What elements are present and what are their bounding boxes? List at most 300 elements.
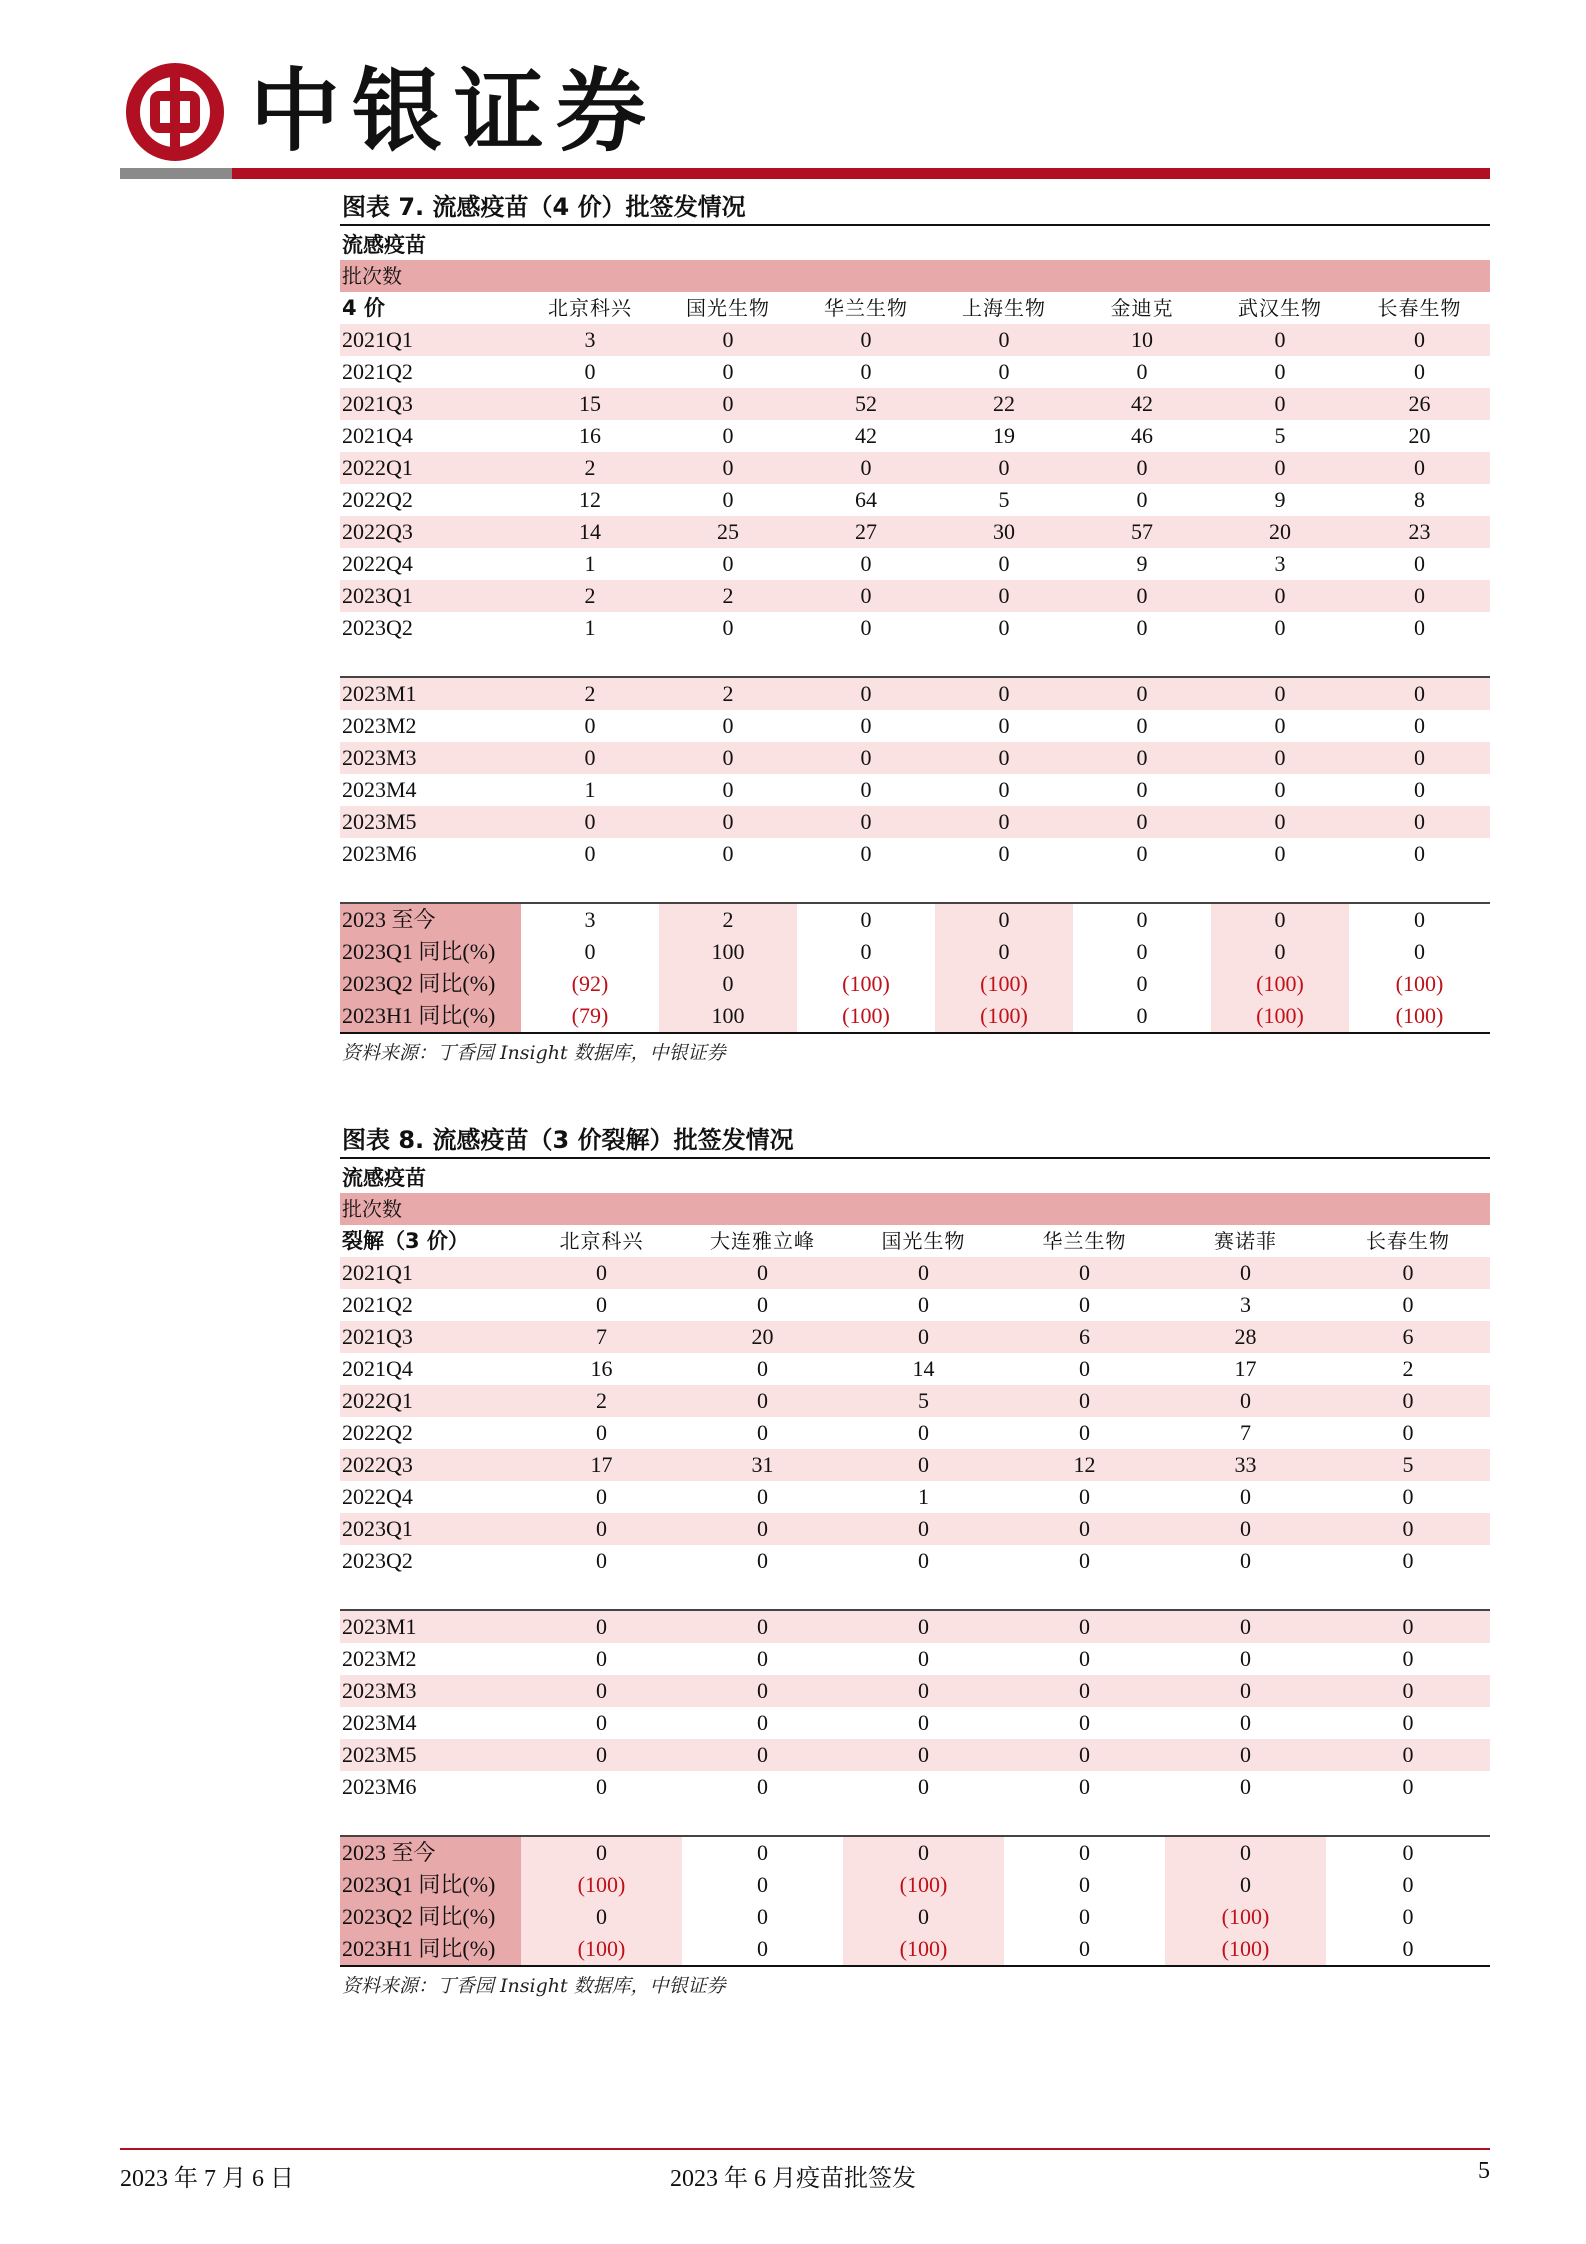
table-cell: 0 — [757, 1904, 768, 1929]
table-cell: 0 — [1079, 1388, 1090, 1413]
table-cell: 0 — [918, 1646, 929, 1671]
row-label: 2022Q4 — [342, 1484, 413, 1509]
table-cell: 0 — [596, 1646, 607, 1671]
table-cell: 0 — [1079, 1292, 1090, 1317]
table-cell: 0 — [860, 681, 872, 706]
table-cell: 46 — [1131, 423, 1153, 448]
table-cell: 0 — [596, 1420, 607, 1445]
table-cell: 9 — [1136, 551, 1148, 576]
column-header: 赛诺菲 — [1214, 1229, 1277, 1253]
table-cell: 0 — [722, 455, 734, 480]
table-cell: 0 — [1402, 1484, 1414, 1509]
table-row — [340, 1739, 1490, 1771]
table-cell: 0 — [860, 455, 872, 480]
table-cell: 0 — [1136, 841, 1148, 866]
table-cell: 0 — [722, 423, 734, 448]
table-cell: 0 — [1079, 1548, 1090, 1573]
table-row — [340, 1513, 1490, 1545]
table-cell: 0 — [1402, 1420, 1414, 1445]
table-cell: 0 — [1240, 1614, 1251, 1639]
table-row — [340, 1771, 1490, 1803]
table-cell: (100) — [521, 1869, 682, 1901]
footer-date: 2023 年 7 月 6 日 — [120, 2166, 294, 2192]
table-cell: 0 — [1136, 939, 1148, 964]
table-cell: 0 — [1274, 391, 1286, 416]
table-cell: 0 — [1079, 1484, 1090, 1509]
column-header: 大连雅立峰 — [710, 1229, 815, 1253]
table-cell: (100) — [842, 971, 890, 996]
table-row — [340, 324, 1490, 356]
table-row — [340, 838, 1490, 870]
table-cell: 0 — [1136, 455, 1148, 480]
table-cell: 16 — [579, 423, 601, 448]
table-cell: 0 — [1240, 1388, 1251, 1413]
table-cell: 0 — [757, 1356, 768, 1381]
row-label: 2023M2 — [342, 1646, 417, 1671]
category-label: 流感疫苗 — [342, 1166, 426, 1190]
table-cell: 0 — [1136, 745, 1148, 770]
table-cell: 0 — [722, 391, 734, 416]
table-cell: (92) — [571, 971, 609, 996]
table-cell: 0 — [918, 1516, 929, 1541]
table-row — [340, 1449, 1490, 1481]
table-row — [340, 676, 1490, 710]
table-cell: 0 — [722, 359, 734, 384]
spacer-row — [340, 1803, 1490, 1835]
table-cell: 0 — [860, 777, 872, 802]
row-label: 2022Q2 — [342, 487, 413, 512]
table-cell: 0 — [1240, 1260, 1251, 1285]
table-cell: 10 — [1131, 327, 1153, 352]
table-cell: 30 — [993, 519, 1015, 544]
table-cell: 0 — [1211, 936, 1349, 968]
table-cell: 0 — [1079, 1614, 1090, 1639]
table-cell: 0 — [1079, 1840, 1090, 1865]
table-cell: 0 — [1274, 327, 1286, 352]
column-header: 武汉生物 — [1238, 296, 1322, 320]
table-cell: 0 — [584, 809, 596, 834]
row-label: 2023H1 同比(%) — [340, 1933, 521, 1965]
table-cell: 0 — [659, 968, 797, 1000]
table-row — [340, 548, 1490, 580]
table-row — [340, 1417, 1490, 1449]
footer-report-title: 2023 年 6 月疫苗批签发 — [670, 2166, 916, 2192]
table-cell: 0 — [1414, 907, 1425, 932]
table-cell: (100) — [1165, 1933, 1326, 1965]
table-cell: 0 — [918, 1260, 929, 1285]
row-label: 2023H1 同比(%) — [340, 1000, 521, 1032]
table-cell: 0 — [1079, 1260, 1090, 1285]
table-cell: 0 — [1136, 615, 1148, 640]
table-cell: (100) — [842, 1003, 890, 1028]
table-row — [340, 1545, 1490, 1577]
table-cell: 0 — [998, 455, 1010, 480]
table-cell: 12 — [579, 487, 601, 512]
table-cell: 2 — [584, 455, 596, 480]
table-cell: 0 — [584, 713, 596, 738]
table-cell: 0 — [1165, 1837, 1326, 1869]
table-cell: 0 — [1414, 809, 1425, 834]
column-header: 长春生物 — [1377, 296, 1462, 320]
row-label: 2023M4 — [342, 1710, 417, 1735]
table-row — [340, 612, 1490, 644]
table-cell: 17 — [1234, 1356, 1257, 1381]
row-label: 2023M6 — [342, 841, 417, 866]
table-cell: 0 — [1274, 681, 1286, 706]
subheader-row — [340, 260, 1490, 292]
table-cell: 0 — [998, 615, 1010, 640]
table-cell: 5 — [998, 487, 1010, 512]
table-cell: 0 — [757, 1710, 768, 1735]
table-cell: 57 — [1131, 519, 1153, 544]
table-cell: 0 — [1136, 359, 1148, 384]
table-cell: 0 — [1414, 327, 1425, 352]
table-cell: 0 — [757, 1388, 768, 1413]
table-cell: 0 — [1402, 1548, 1414, 1573]
row-label: 2021Q3 — [342, 391, 413, 416]
table-cell: 0 — [1240, 1548, 1251, 1573]
row-label: 2022Q1 — [342, 1388, 413, 1413]
table-row — [340, 1257, 1490, 1289]
table-cell: 0 — [521, 1837, 682, 1869]
table-cell: 0 — [1414, 455, 1425, 480]
table-row — [340, 484, 1490, 516]
table-cell: 0 — [1136, 487, 1148, 512]
table-cell: 0 — [1240, 1516, 1251, 1541]
table-cell: 0 — [935, 904, 1073, 936]
table-row — [340, 806, 1490, 838]
table-cell: 0 — [722, 841, 734, 866]
table-cell: 0 — [860, 583, 872, 608]
table-cell: 0 — [596, 1774, 607, 1799]
table-cell: 0 — [722, 487, 734, 512]
table-cell: 0 — [998, 841, 1010, 866]
table-cell: 0 — [1079, 1420, 1090, 1445]
footer-divider — [120, 2148, 1490, 2150]
table-cell: 27 — [855, 519, 877, 544]
column-header-row — [340, 292, 1490, 324]
summary-row — [340, 902, 1490, 936]
table-cell: 0 — [1402, 1742, 1414, 1767]
table-cell: 0 — [998, 583, 1010, 608]
table-cell: 25 — [717, 519, 739, 544]
table-cell: 0 — [1414, 359, 1425, 384]
row-label: 2021Q3 — [342, 1324, 413, 1349]
table-cell: 0 — [843, 1837, 1004, 1869]
table-cell: 0 — [1079, 1516, 1090, 1541]
subheader-label: 批次数 — [342, 264, 402, 288]
table-cell: 0 — [998, 745, 1010, 770]
row-label: 2023M2 — [342, 713, 417, 738]
table-cell: 3 — [1240, 1292, 1251, 1317]
table-8 — [340, 1123, 1490, 1998]
table-cell: 0 — [1402, 1774, 1414, 1799]
table-cell: 0 — [860, 841, 872, 866]
table-cell: 0 — [1079, 1774, 1090, 1799]
table-cell: 0 — [1402, 1260, 1414, 1285]
spacer-row — [340, 1577, 1490, 1609]
table-cell: 0 — [998, 713, 1010, 738]
row-label: 2021Q4 — [342, 423, 413, 448]
table-cell: 31 — [751, 1452, 774, 1477]
table-cell: 2 — [659, 904, 797, 936]
table-cell: 0 — [918, 1292, 929, 1317]
table-cell: 0 — [757, 1646, 768, 1671]
table-cell: 0 — [722, 551, 734, 576]
table-cell: 26 — [1408, 391, 1431, 416]
table-cell: 0 — [1274, 777, 1286, 802]
header-divider-grey — [120, 168, 232, 179]
table-cell: 0 — [596, 1516, 607, 1541]
table-cell: 0 — [1414, 583, 1425, 608]
table-cell: 0 — [998, 809, 1010, 834]
table-cell: 64 — [855, 487, 877, 512]
column-header: 北京科兴 — [559, 1229, 644, 1253]
table-cell: 6 — [1079, 1324, 1090, 1349]
table-row — [340, 1321, 1490, 1353]
table-cell: 0 — [1165, 1869, 1326, 1901]
table-cell: 0 — [918, 1548, 929, 1573]
summary-row — [340, 936, 1490, 968]
table-title: 图表 7. 流感疫苗（4 价）批签发情况 — [340, 190, 1490, 226]
column-header: 长春生物 — [1366, 1229, 1450, 1253]
table-cell: 2 — [596, 1388, 607, 1413]
table-row — [340, 1353, 1490, 1385]
row-label: 2023Q2 — [342, 615, 413, 640]
table-cell: 0 — [1136, 777, 1148, 802]
table-row — [340, 452, 1490, 484]
table-cell: 23 — [1408, 519, 1431, 544]
table-cell: (100) — [1211, 1000, 1349, 1032]
table-cell: 0 — [757, 1742, 768, 1767]
table-row — [340, 356, 1490, 388]
column-header: 华兰生物 — [1042, 1229, 1127, 1253]
table-cell: 0 — [1240, 1774, 1251, 1799]
category-label: 流感疫苗 — [342, 233, 426, 257]
table-cell: 0 — [1402, 1292, 1414, 1317]
table-cell: 0 — [1402, 1710, 1414, 1735]
table-cell: 1 — [918, 1484, 929, 1509]
table-cell: 0 — [860, 939, 872, 964]
table-cell: 100 — [659, 1000, 797, 1032]
table-cell: 20 — [1269, 519, 1291, 544]
table-cell: 0 — [1414, 841, 1425, 866]
table-cell: 0 — [1402, 1516, 1414, 1541]
table-cell: 0 — [1240, 1710, 1251, 1735]
table-cell: 0 — [1136, 713, 1148, 738]
table-cell: 0 — [860, 713, 872, 738]
source-note: 资料来源：丁香园 Insight 数据库，中银证券 — [342, 1042, 726, 1064]
table-row — [340, 742, 1490, 774]
table-cell: 52 — [855, 391, 877, 416]
table-cell: 0 — [596, 1484, 607, 1509]
table-cell: 0 — [1402, 1840, 1414, 1865]
table-cell: 14 — [579, 519, 601, 544]
row-label: 2023M5 — [342, 809, 417, 834]
table-cell: 0 — [757, 1774, 768, 1799]
table-cell: 0 — [757, 1936, 768, 1961]
table-cell: 0 — [1402, 1904, 1414, 1929]
table-cell: 0 — [1240, 1742, 1251, 1767]
summary-row — [340, 1901, 1490, 1933]
table-cell: 0 — [757, 1292, 768, 1317]
table-cell: 0 — [757, 1840, 768, 1865]
table-cell: 0 — [860, 327, 872, 352]
table-cell: 0 — [998, 777, 1010, 802]
table-cell: 0 — [918, 1678, 929, 1703]
table-cell: 0 — [1402, 1614, 1414, 1639]
table-row — [340, 1675, 1490, 1707]
table-cell: (100) — [1395, 971, 1444, 996]
row-label: 2022Q4 — [342, 551, 413, 576]
table-cell: 0 — [757, 1484, 768, 1509]
row-label: 2023M1 — [342, 1614, 417, 1639]
table-cell: 0 — [596, 1710, 607, 1735]
table-cell: 0 — [918, 1452, 929, 1477]
table-cell: 0 — [918, 1614, 929, 1639]
table-cell: 0 — [757, 1260, 768, 1285]
table-row — [340, 774, 1490, 806]
table-cell: 0 — [918, 1420, 929, 1445]
table-cell: 7 — [596, 1324, 607, 1349]
table-cell: 14 — [912, 1356, 935, 1381]
table-cell: 20 — [751, 1324, 774, 1349]
spacer-row — [340, 870, 1490, 902]
table-cell: 0 — [722, 615, 734, 640]
table-cell: 2 — [722, 681, 734, 706]
table-cell: 3 — [584, 907, 596, 932]
table-cell: 3 — [584, 327, 596, 352]
table-cell: 0 — [918, 1742, 929, 1767]
table-cell: (100) — [521, 1933, 682, 1965]
table-cell: 0 — [722, 777, 734, 802]
table-cell: 0 — [918, 1710, 929, 1735]
table-cell: 0 — [998, 327, 1010, 352]
table-cell: 12 — [1073, 1452, 1096, 1477]
row-label: 2023Q2 — [342, 1548, 413, 1573]
table-cell: 19 — [993, 423, 1015, 448]
row-label: 2021Q1 — [342, 1260, 413, 1285]
table-cell: 0 — [596, 1614, 607, 1639]
table-cell: 0 — [843, 1901, 1004, 1933]
row-label: 2022Q2 — [342, 1420, 413, 1445]
table-cell: 0 — [757, 1872, 768, 1897]
column-header: 国光生物 — [881, 1229, 966, 1253]
table-cell: 0 — [1274, 745, 1286, 770]
table-cell: 0 — [1079, 1710, 1090, 1735]
row-label: 2023Q1 — [342, 1516, 413, 1541]
summary-row — [340, 1835, 1490, 1869]
row-label: 2021Q2 — [342, 1292, 413, 1317]
table-cell: 8 — [1414, 487, 1425, 512]
row-label: 2023Q2 同比(%) — [340, 1901, 521, 1933]
table-cell: 0 — [596, 1548, 607, 1573]
row-label: 2022Q1 — [342, 455, 413, 480]
table-cell: 0 — [1079, 1742, 1090, 1767]
table-cell: 0 — [998, 551, 1010, 576]
table-cell: 0 — [722, 809, 734, 834]
table-cell: 1 — [584, 777, 596, 802]
row-label: 2023Q1 同比(%) — [340, 936, 521, 968]
table-cell: 5 — [918, 1388, 929, 1413]
table-cell: 42 — [1131, 391, 1153, 416]
row-label: 2023M3 — [342, 1678, 417, 1703]
table-cell: 0 — [1079, 1936, 1090, 1961]
table-cell: (79) — [571, 1003, 609, 1028]
table-cell: 0 — [1274, 359, 1286, 384]
table-cell: 0 — [596, 1260, 607, 1285]
table-cell: 0 — [860, 359, 872, 384]
table-cell: 0 — [1079, 1872, 1090, 1897]
table-cell: (100) — [1395, 1003, 1444, 1028]
table-cell: 0 — [1079, 1356, 1090, 1381]
table-cell: 0 — [860, 809, 872, 834]
spacer-row — [340, 644, 1490, 676]
table-cell: 33 — [1234, 1452, 1257, 1477]
table-cell: 0 — [1079, 1646, 1090, 1671]
table-row — [340, 1643, 1490, 1675]
column-header: 北京科兴 — [548, 296, 632, 320]
row-label-header: 4 价 — [342, 296, 385, 320]
table-cell: 0 — [918, 1774, 929, 1799]
table-cell: 1 — [584, 615, 596, 640]
table-cell: 20 — [1408, 423, 1431, 448]
table-cell: 0 — [722, 327, 734, 352]
table-row — [340, 580, 1490, 612]
table-row — [340, 710, 1490, 742]
header-divider-red — [232, 168, 1490, 179]
table-cell: 0 — [860, 907, 872, 932]
table-7 — [340, 190, 1490, 1065]
table-cell: 0 — [860, 551, 872, 576]
row-label: 2023Q1 同比(%) — [340, 1869, 521, 1901]
table-cell: 0 — [1136, 809, 1148, 834]
summary-row — [340, 1933, 1490, 1967]
subheader-row — [340, 1193, 1490, 1225]
table-cell: 0 — [596, 1292, 607, 1317]
column-header: 华兰生物 — [824, 296, 908, 320]
row-label: 2023 至今 — [340, 904, 521, 936]
row-label: 2022Q3 — [342, 1452, 413, 1477]
row-label: 2022Q3 — [342, 519, 413, 544]
table-cell: 0 — [757, 1548, 768, 1573]
table-cell: 15 — [579, 391, 601, 416]
table-cell: 0 — [1402, 1678, 1414, 1703]
table-row — [340, 1289, 1490, 1321]
table-cell: 0 — [1136, 681, 1148, 706]
table-cell: 3 — [1274, 551, 1286, 576]
row-label-header: 裂解（3 价） — [342, 1229, 469, 1253]
row-label: 2021Q1 — [342, 327, 413, 352]
brand-name: 中银证券 — [250, 58, 658, 164]
source-note: 资料来源：丁香园 Insight 数据库，中银证券 — [342, 1975, 726, 1997]
table-cell: 0 — [757, 1420, 768, 1445]
table-cell: 16 — [590, 1356, 613, 1381]
table-cell: 0 — [1274, 713, 1286, 738]
table-cell: 0 — [1240, 1646, 1251, 1671]
table-title: 图表 8. 流感疫苗（3 价裂解）批签发情况 — [340, 1123, 1490, 1159]
footer-page-number: 5 — [1478, 2158, 1490, 2184]
table-cell: 0 — [1402, 1388, 1414, 1413]
table-cell: 0 — [1274, 455, 1286, 480]
table-cell: (100) — [1211, 968, 1349, 1000]
table-cell: 0 — [1414, 713, 1425, 738]
table-cell: 0 — [1136, 583, 1148, 608]
table-cell: 0 — [1274, 583, 1286, 608]
column-header: 国光生物 — [686, 296, 770, 320]
table-cell: 2 — [722, 583, 734, 608]
table-cell: 0 — [596, 1742, 607, 1767]
